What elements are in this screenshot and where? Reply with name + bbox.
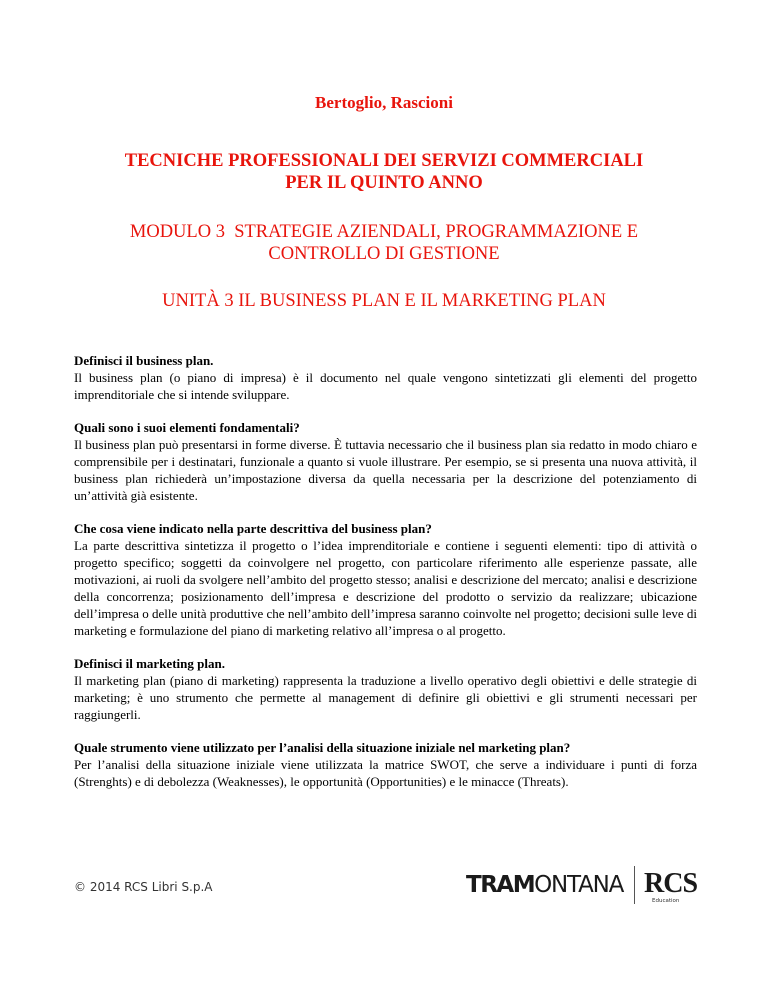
qa-item — [74, 520, 697, 639]
question: Definisci il business plan. — [74, 353, 214, 368]
rcs-education-label: Education — [652, 898, 680, 904]
logo-divider — [634, 866, 635, 904]
qa-item — [74, 655, 697, 723]
tramontana-logo-bold: TRAM — [466, 872, 535, 898]
rcs-logo: RCS — [644, 868, 698, 899]
tramontana-logo-light: ONTANA — [534, 872, 624, 898]
qa-section — [74, 352, 697, 806]
copyright-notice: © 2014 RCS Libri S.p.A — [74, 880, 213, 894]
book-title-line-1: TECNICHE PROFESSIONALI DEI SERVIZI COMMERCIALI — [124, 151, 644, 171]
answer: Per l’analisi della situazione iniziale viene utilizzata la matrice SWOT, che serve a individuare i punti di forza (Strenghts) e di debolezza (Weaknesses), le opportunità (Opportunities) e le minacce (Threats). — [74, 757, 697, 789]
answer: Il business plan può presentarsi in forme diverse. È tuttavia necessario che il business plan sia redatto in modo chiaro e comprensibile per i destinatari, funzionale a quanto si vuole illustrare. Per esempio, se si presenta una nuova attività, il business plan richiederà un’impostazione diversa da quella necessaria per la descrizione del potenziamento di un’attività già esistente. — [74, 437, 697, 503]
book-title — [0, 150, 768, 194]
answer: La parte descrittiva sintetizza il progetto o l’idea imprenditoriale e contiene i seguenti elementi: tipo di attività o progetto specifico; soggetti da coinvolgere nel progetto, con particolare riferimento alle esperienze passate, alle motivazioni, ai ruoli da svolgere nell’ambito del progetto stesso; analisi e descrizione del mercato; analisi e descrizione della concorrenza; posizionamento dell’impresa e descrizione del prodotto o servizio da realizzare; ubicazione dell’impresa o delle unità produttive che nell’ambito dell’impresa saranno coinvolte nel progetto; decisioni sulle leve di marketing e formulazione del piano di marketing relativo all’impresa o al progetto. — [74, 538, 697, 638]
question: Quale strumento viene utilizzato per l’analisi della situazione iniziale nel marketing plan? — [74, 740, 571, 755]
modulo-title — [0, 221, 768, 265]
question: Quali sono i suoi elementi fondamentali? — [74, 420, 300, 435]
qa-item — [74, 419, 697, 504]
tramontana-logo — [466, 872, 623, 898]
book-title-line-2: PER IL QUINTO ANNO — [285, 173, 483, 193]
question: Che cosa viene indicato nella parte descrittiva del business plan? — [74, 521, 432, 536]
qa-item — [74, 739, 697, 790]
modulo-title-line-1: MODULO 3 STRATEGIE AZIENDALI, PROGRAMMAZIONE E — [129, 222, 639, 242]
question: Definisci il marketing plan. — [74, 656, 225, 671]
answer: Il marketing plan (piano di marketing) rappresenta la traduzione a livello operativo degli obiettivi e delle strategie di marketing; è uno strumento che permette al management di definire gli obiettivi e gli strumenti necessari per raggiungerli. — [74, 673, 697, 722]
modulo-title-line-2: CONTROLLO DI GESTIONE — [268, 244, 500, 264]
authors: Bertoglio, Rascioni — [315, 93, 453, 112]
answer: Il business plan (o piano di impresa) è il documento nel quale vengono sintetizzati gli elementi del progetto imprenditoriale che si intende sviluppare. — [74, 370, 697, 402]
qa-item — [74, 352, 697, 403]
unita-title: UNITÀ 3 IL BUSINESS PLAN E IL MARKETING PLAN — [162, 291, 606, 311]
